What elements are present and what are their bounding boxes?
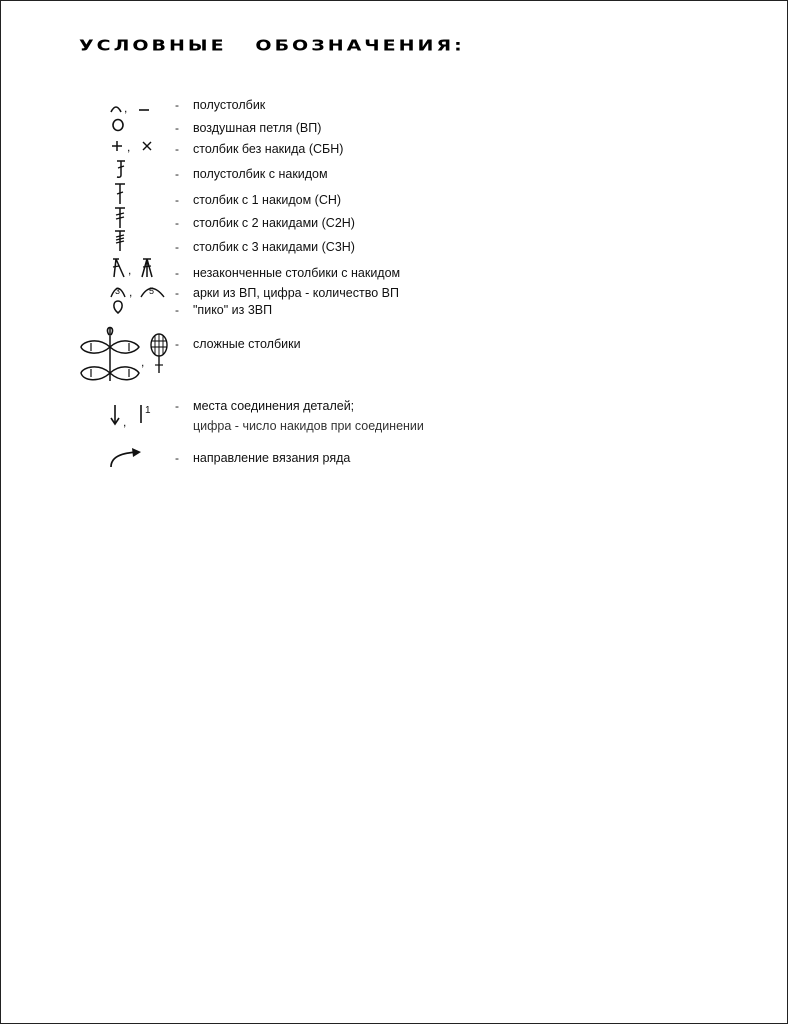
legend-text-treble: столбик с 2 накидами (С2Н)	[193, 216, 355, 230]
legend-text-single-crochet: столбик без накида (СБН)	[193, 142, 344, 156]
treble-crochet-icon	[113, 206, 127, 230]
picot-icon	[111, 299, 125, 315]
half-double-with-yarn-over-icon	[113, 158, 129, 180]
legend-text-join-note: цифра - число накидов при соединении	[193, 419, 424, 433]
separator-dash: -	[175, 121, 179, 135]
arch-count-5: 5	[149, 286, 155, 296]
unfinished-stitches-icon	[111, 257, 159, 281]
page-title: УСЛОВНЫЕ ОБОЗНАЧЕНИЯ:	[79, 37, 465, 55]
comma-glyph: ,	[128, 263, 132, 277]
chain-arch-icon	[109, 282, 169, 300]
comma-glyph: ,	[124, 101, 128, 115]
separator-dash: -	[175, 451, 179, 465]
legend-text-unfinished: незаконченные столбики с накидом	[193, 266, 401, 280]
separator-dash: -	[175, 98, 179, 112]
legend-text-join: места соединения деталей;	[193, 399, 355, 413]
legend-text-double-crochet: столбик с 1 накидом (СН)	[193, 193, 342, 207]
comma-glyph: ,	[129, 285, 133, 299]
legend-text-half-double: полустолбик	[193, 98, 266, 112]
half-double-crochet-icon	[109, 101, 159, 115]
chain-stitch-icon	[111, 118, 125, 132]
separator-dash: -	[175, 399, 179, 413]
complex-stitches-icon	[79, 323, 179, 393]
separator-dash: -	[175, 216, 179, 230]
legend-text-direction: направление вязания ряда	[193, 451, 351, 465]
join-count-digit: 1	[145, 405, 151, 416]
comma-glyph: ,	[127, 140, 131, 154]
separator-dash: -	[175, 193, 179, 207]
separator-dash: -	[175, 303, 179, 317]
comma-glyph: ,	[123, 415, 127, 429]
separator-dash: -	[175, 240, 179, 254]
double-crochet-icon	[113, 182, 127, 206]
triple-treble-crochet-icon	[113, 229, 127, 253]
separator-dash: -	[175, 167, 179, 181]
separator-dash: -	[175, 142, 179, 156]
arch-count-3: 3	[115, 286, 121, 296]
separator-dash: -	[175, 286, 179, 300]
separator-dash: -	[175, 337, 179, 351]
legend-text-chain-arch: арки из ВП, цифра - количество ВП	[193, 286, 399, 300]
row-direction-arrow-icon	[107, 447, 147, 469]
legend-text-complex: сложные столбики	[193, 337, 301, 351]
legend-text-chain: воздушная петля (ВП)	[193, 121, 322, 135]
legend-text-picot: "пико" из 3ВП	[193, 303, 273, 317]
join-point-icon	[109, 403, 159, 429]
legend-text-half-double-yo: полустолбик с накидом	[193, 167, 328, 181]
single-crochet-icon	[111, 139, 155, 153]
legend-text-triple-treble: столбик с 3 накидами (С3Н)	[193, 240, 355, 254]
comma-glyph: ,	[141, 355, 145, 369]
separator-dash: -	[175, 266, 179, 280]
